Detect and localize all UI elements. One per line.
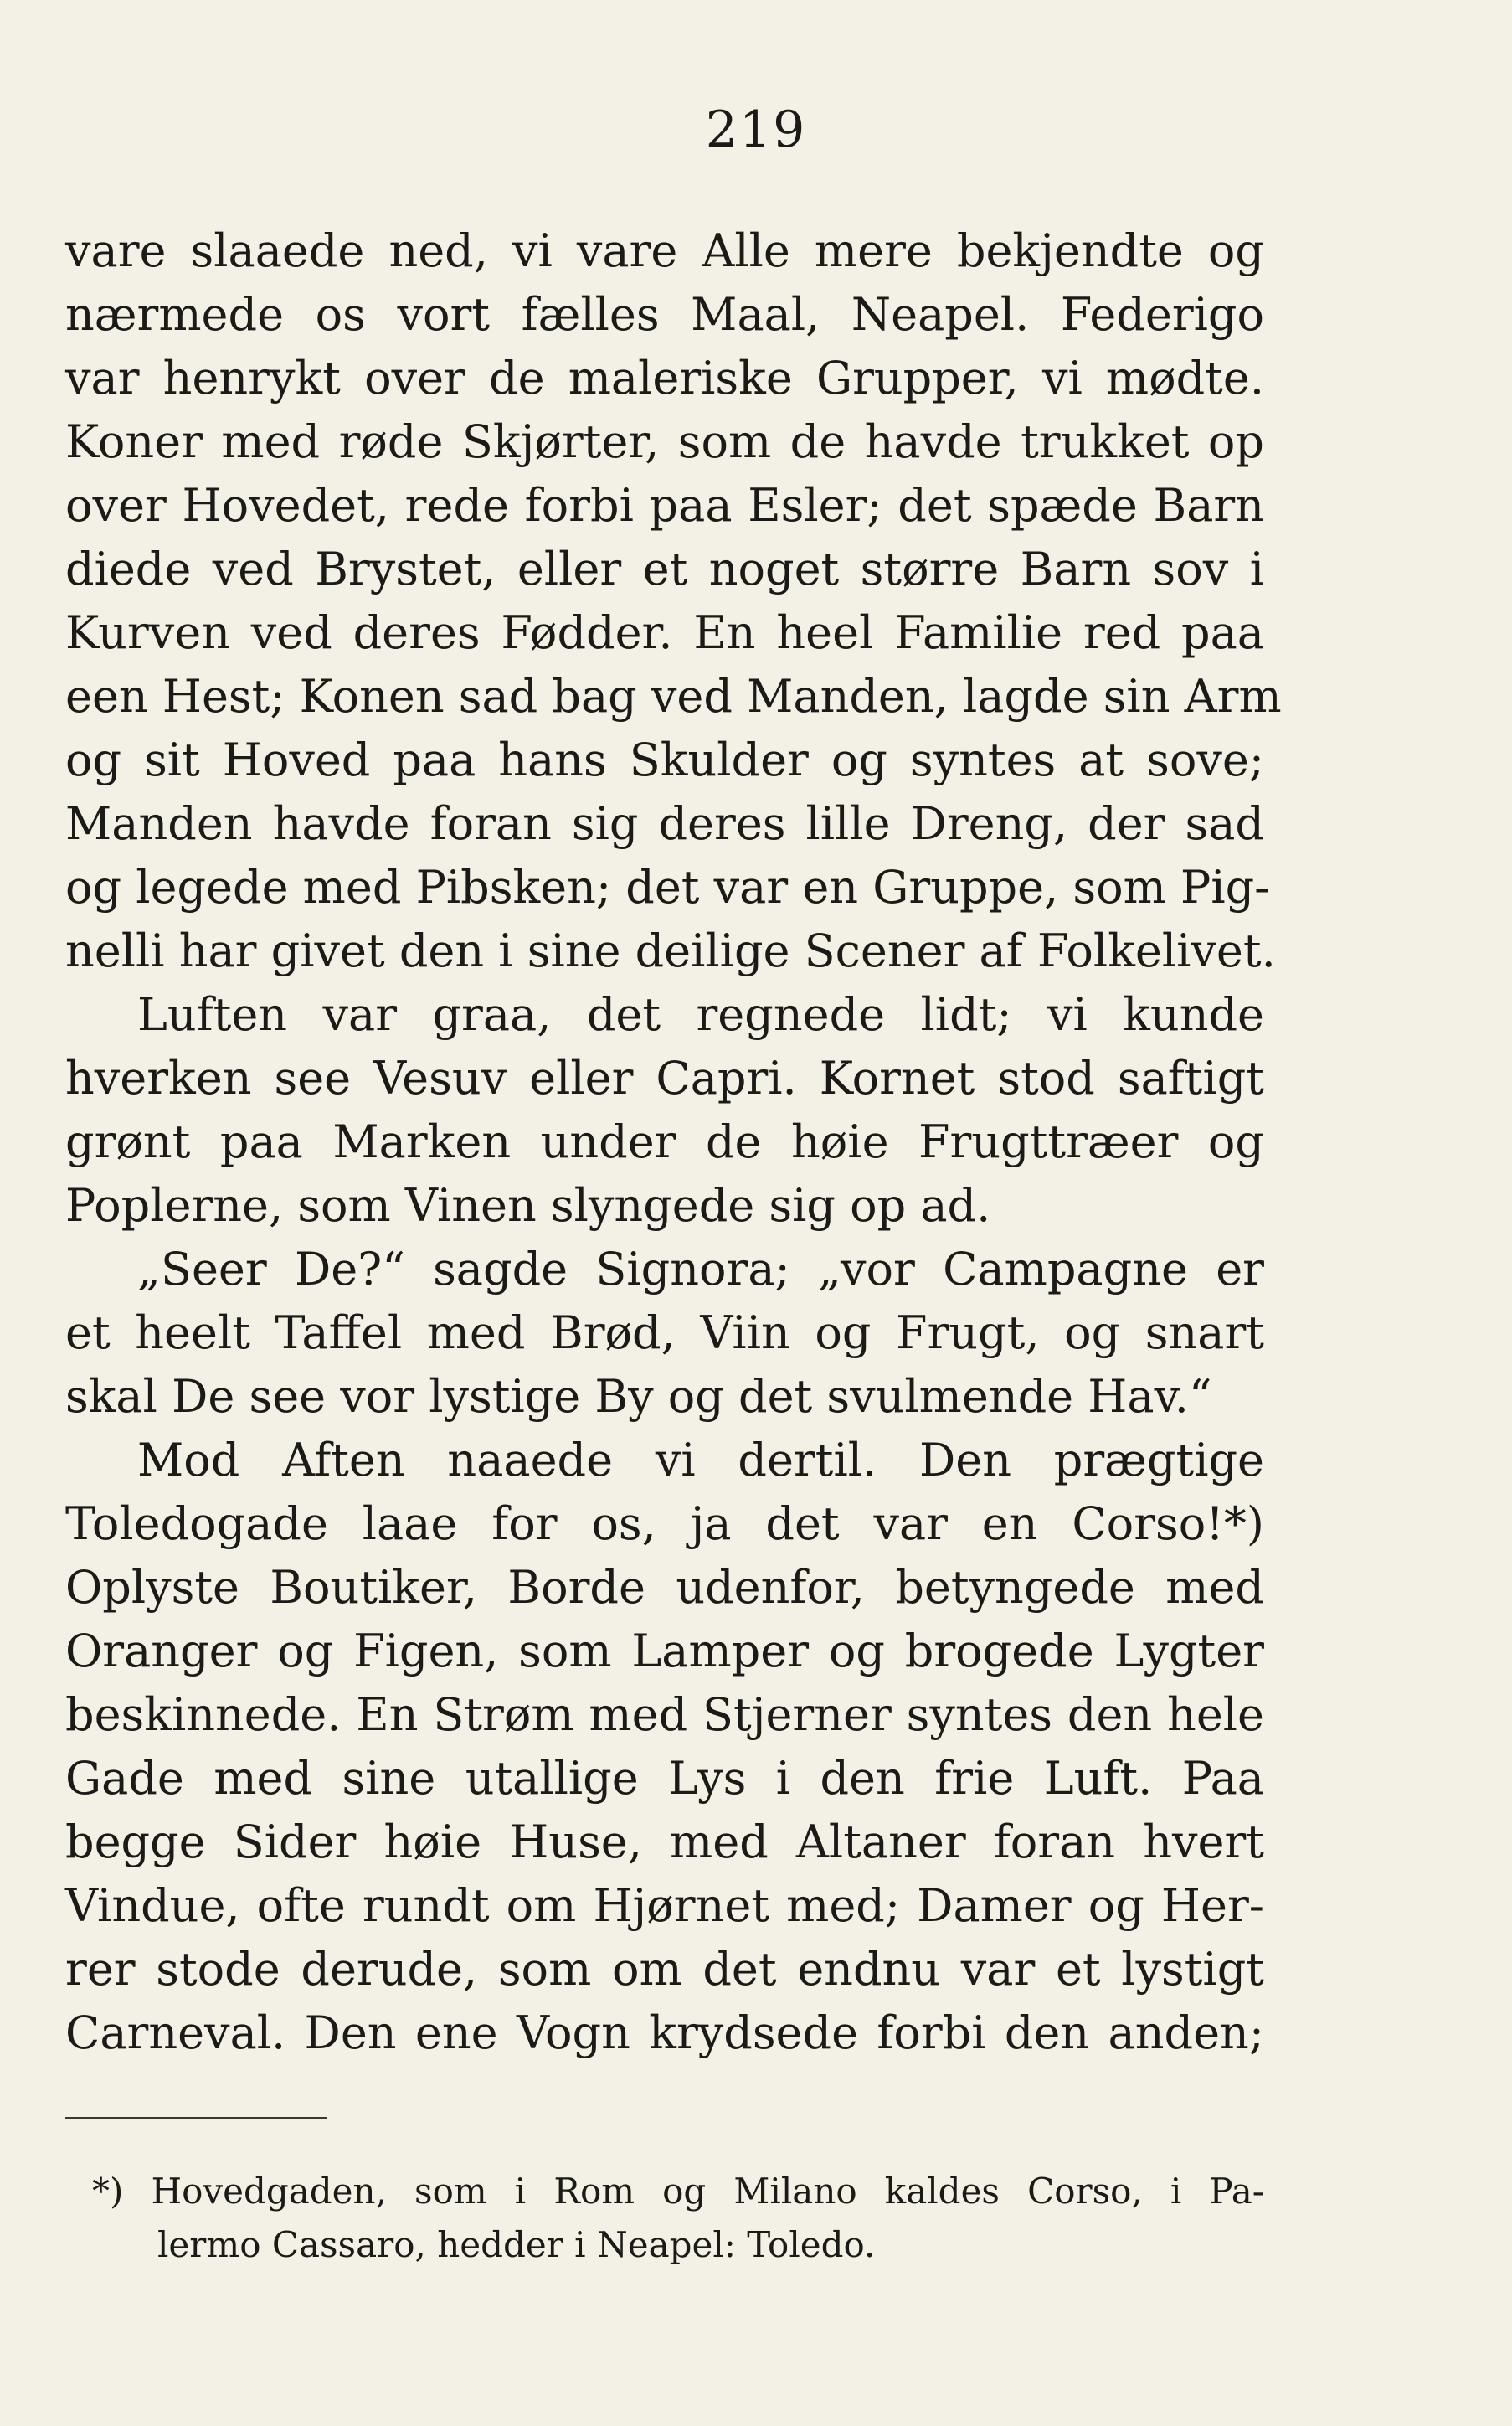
text-line: grønt paa Marken under de høie Frugttræer og (65, 1115, 1264, 1168)
text-line: Luften var graa, det regnede lidt; vi kunde (137, 988, 1264, 1041)
text-line: skal De see vor lystige By og det svulmende Hav.“ (65, 1370, 1212, 1423)
text-line: nærmede os vort fælles Maal, Neapel. Federigo (65, 288, 1264, 341)
footnotes (92, 2165, 1264, 2272)
footnote-line: *) Hovedgaden, som i Rom og Milano kaldes Corso, i Pa- (92, 2171, 1264, 2212)
text-line: Toledogade laae for os, ja det var en Corso!*) (65, 1497, 1264, 1550)
text-line: nelli har givet den i sine deilige Scener af Folkelivet. (65, 925, 1276, 977)
page-number: 219 (705, 100, 807, 159)
text-line: og sit Hoved paa hans Skulder og syntes at sove; (65, 734, 1264, 786)
text-line: diede ved Brystet, eller et noget større Barn sov i (65, 543, 1264, 595)
footnote-divider (65, 2117, 327, 2119)
text-line: „Seer De?“ sagde Signora; „vor Campagne er (137, 1243, 1264, 1295)
text-line: een Hest; Konen sad bag ved Manden, lagde sin Arm (65, 670, 1282, 723)
footnote-line: lermo Cassaro, hedder i Neapel: Toledo. (157, 2224, 876, 2265)
text-line: Oplyste Boutiker, Borde udenfor, betyngede med (65, 1561, 1264, 1614)
text-line: Oranger og Figen, som Lamper og brogede Lygter (65, 1625, 1264, 1677)
text-line: og legede med Pibsken; det var en Gruppe, som Pig- (65, 861, 1270, 914)
text-line: Poplerne, som Vinen slyngede sig op ad. (65, 1179, 991, 1232)
text-line: Vindue, ofte rundt om Hjørnet med; Damer og Her- (65, 1879, 1264, 1932)
text-line: Koner med røde Skjørter, som de havde trukket op (65, 415, 1264, 468)
text-line: over Hovedet, rede forbi paa Esler; det spæde Barn (65, 479, 1264, 532)
text-line: et heelt Taffel med Brød, Viin og Frugt, og snart (65, 1306, 1264, 1359)
text-line: Carneval. Den ene Vogn krydsede forbi den anden; (65, 2006, 1264, 2059)
text-line: hverken see Vesuv eller Capri. Kornet stod saftigt (65, 1052, 1264, 1105)
text-line: var henrykt over de maleriske Grupper, vi mødte. (65, 352, 1264, 404)
text-line: Kurven ved deres Fødder. En heel Familie red paa (65, 606, 1264, 659)
text-line: vare slaaede ned, vi vare Alle mere bekjendte og (65, 224, 1264, 277)
text-line: begge Sider høie Huse, med Altaner foran hvert (65, 1816, 1264, 1868)
text-line: Manden havde foran sig deres lille Dreng, der sad (65, 797, 1264, 850)
text-line: rer stode derude, som om det endnu var et lystigt (65, 1943, 1264, 1996)
body-text (65, 219, 1282, 2065)
text-line: Mod Aften naaede vi dertil. Den prægtige (137, 1434, 1264, 1486)
text-line: beskinnede. En Strøm med Stjerner syntes den hele (65, 1688, 1264, 1741)
text-line: Gade med sine utallige Lys i den frie Luft. Paa (65, 1752, 1264, 1805)
